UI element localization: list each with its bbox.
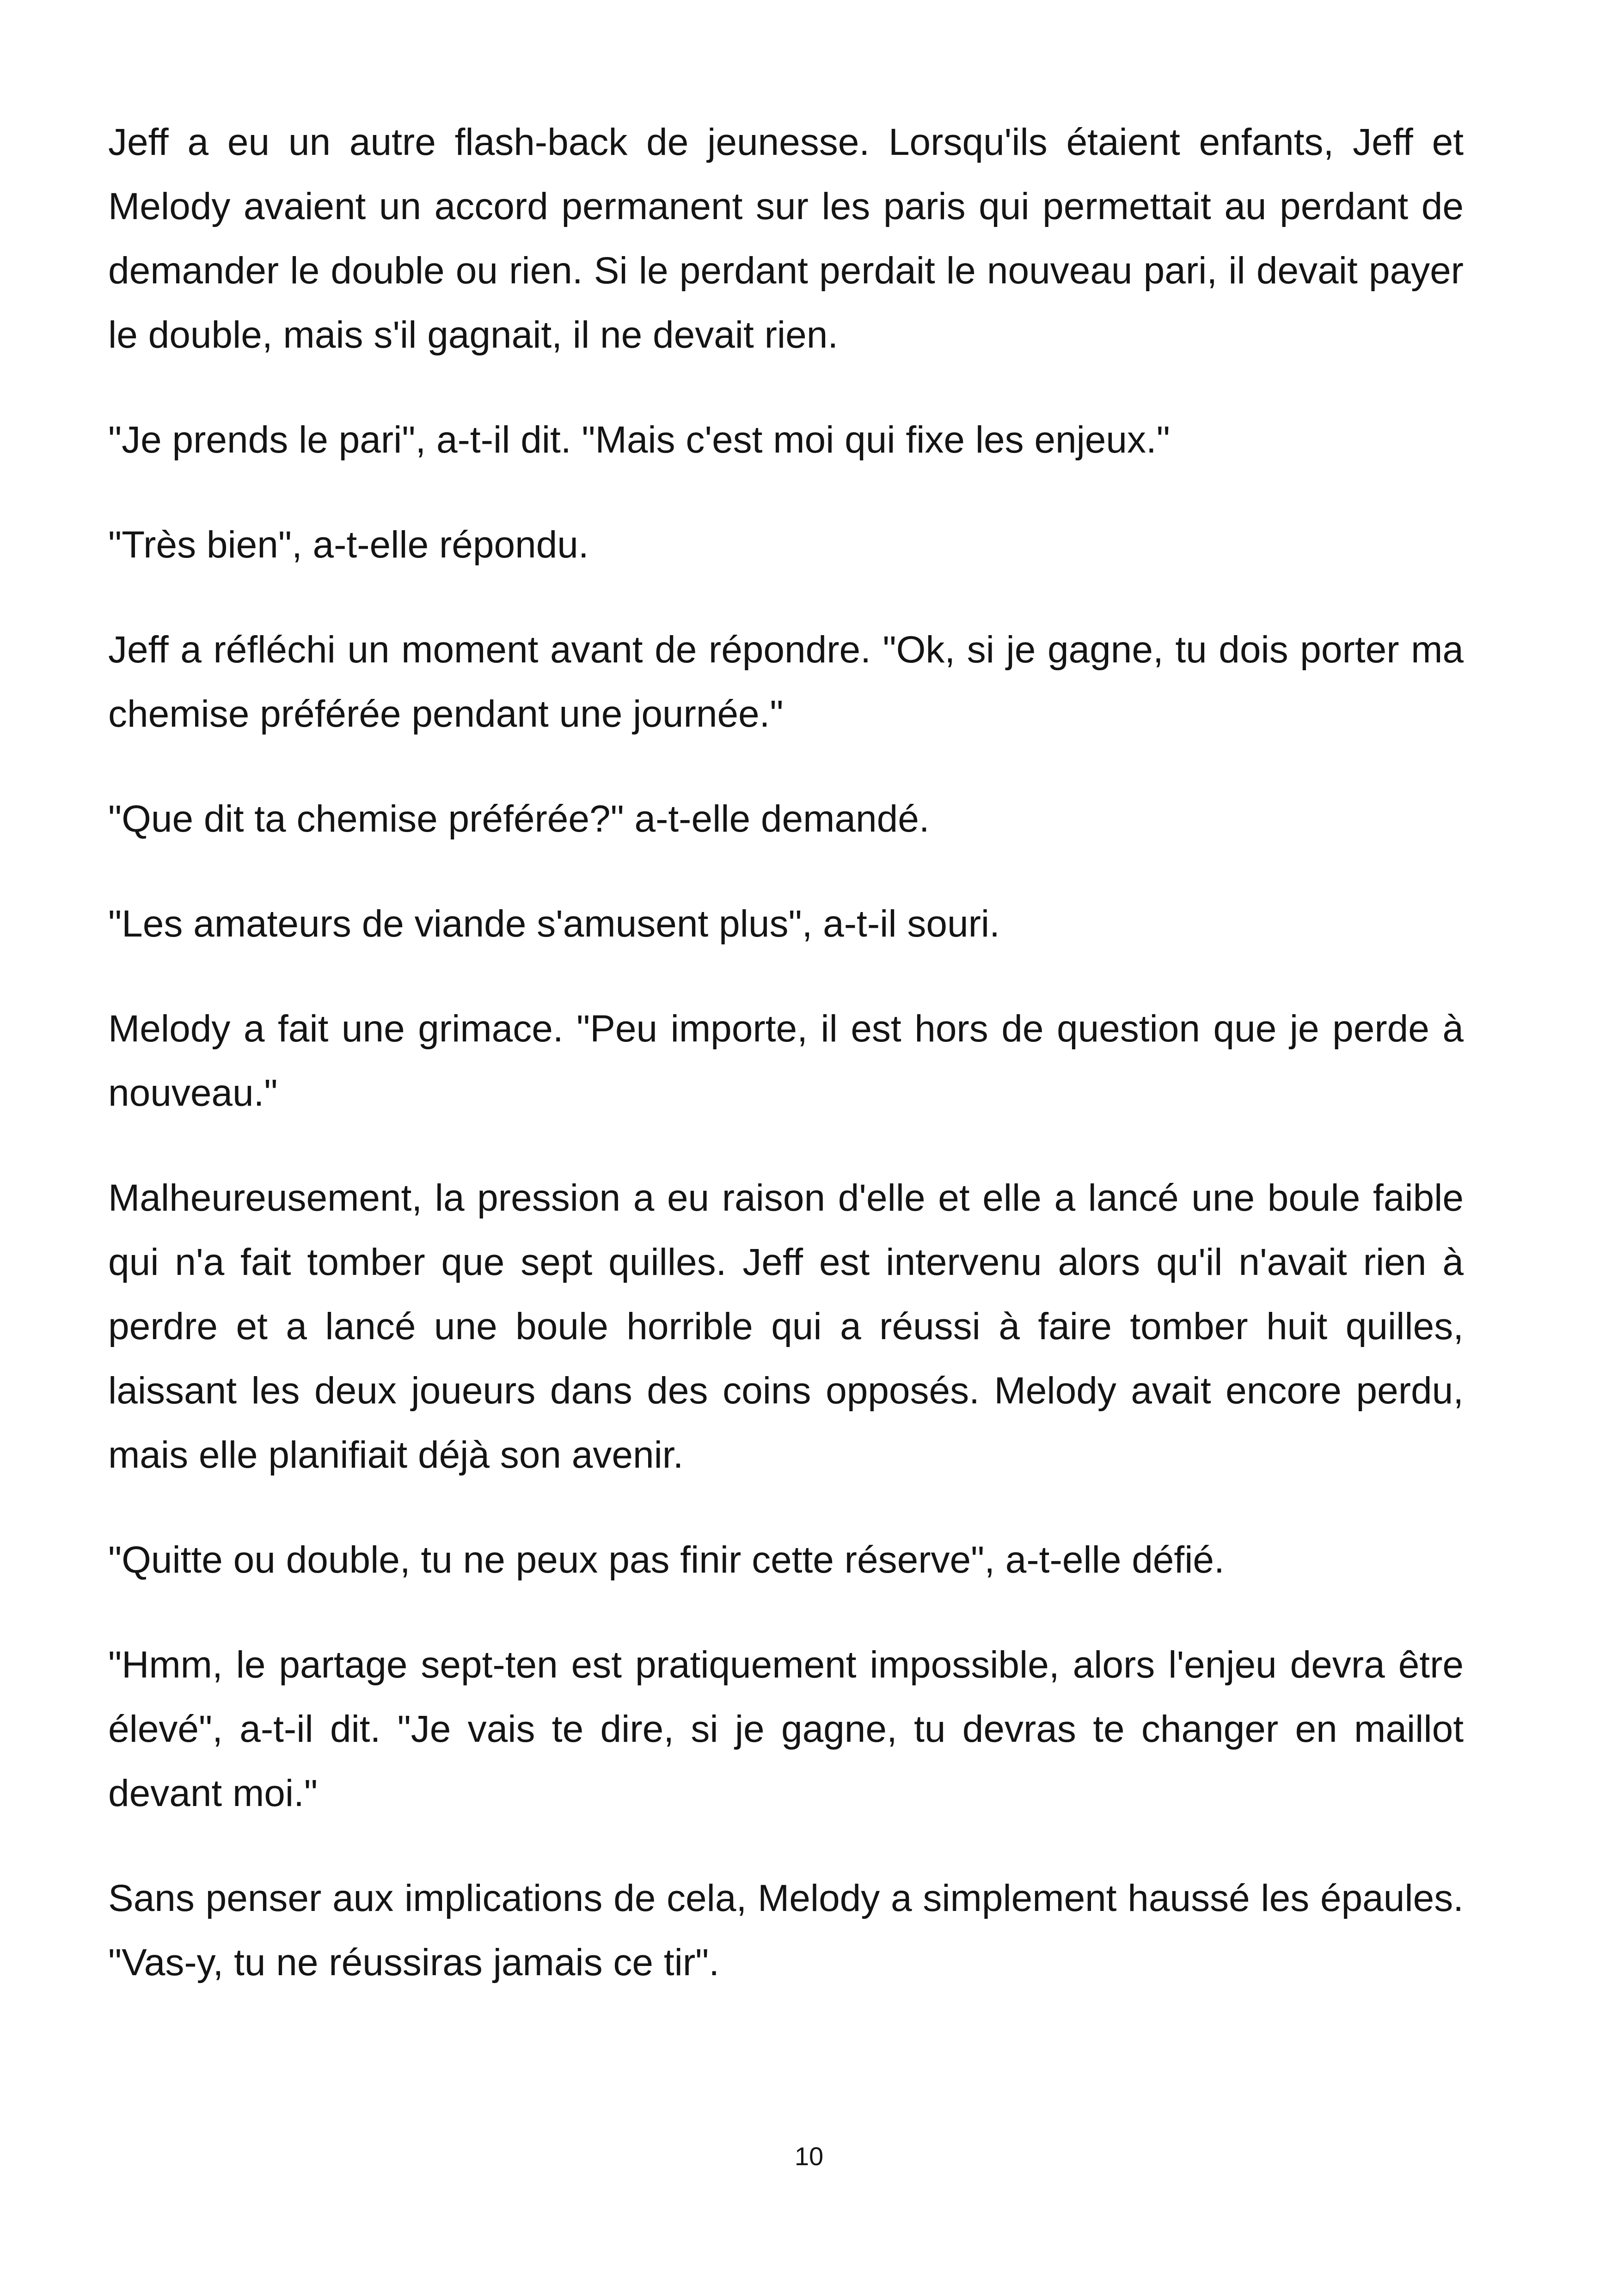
paragraph-6: "Les amateurs de viande s'amusent plus", a-t-il souri.: [108, 903, 1000, 945]
paragraph-3: "Très bien", a-t-elle répondu.: [108, 524, 589, 566]
paragraph-11: Sans penser aux implications de cela, Melody a simplement haussé les épaules. "Vas-y, tu ne réussiras jamais ce tir".: [108, 1877, 1464, 1984]
paragraph-1: Jeff a eu un autre flash-back de jeunesse. Lorsqu'ils étaient enfants, Jeff et Melody avaient un accord permanent sur les paris qui permettait au perdant de demander le double ou rien. Si le perdant perdait le nouveau pari, il devait payer le double, mais s'il gagnait, il ne devait rien.: [108, 121, 1464, 356]
page-number: 10: [794, 2142, 824, 2171]
body-text: [108, 110, 1464, 2035]
paragraph-9: "Quitte ou double, tu ne peux pas finir cette réserve", a-t-elle défié.: [108, 1539, 1225, 1581]
paragraph-7: Melody a fait une grimace. "Peu importe, il est hors de question que je perde à nouveau.": [108, 1008, 1464, 1114]
paragraph-10: "Hmm, le partage sept-ten est pratiquement impossible, alors l'enjeu devra être élevé", a-t-il dit. "Je vais te dire, si je gagne, tu devras te changer en maillot devant moi.": [108, 1644, 1464, 1814]
paragraph-4: Jeff a réfléchi un moment avant de répondre. "Ok, si je gagne, tu dois porter ma chemise préférée pendant une journée.": [108, 629, 1464, 735]
paragraph-8: Malheureusement, la pression a eu raison d'elle et elle a lancé une boule faible qui n'a fait tomber que sept quilles. Jeff est intervenu alors qu'il n'avait rien à perdre et a lancé une boule horrible qui a réussi à faire tomber huit quilles, laissant les deux joueurs dans des coins opposés. Melody avait encore perdu, mais elle planifiait déjà son avenir.: [108, 1177, 1464, 1476]
paragraph-2: "Je prends le pari", a-t-il dit. "Mais c'est moi qui fixe les enjeux.": [108, 419, 1170, 461]
paragraph-5: "Que dit ta chemise préférée?" a-t-elle demandé.: [108, 798, 930, 840]
